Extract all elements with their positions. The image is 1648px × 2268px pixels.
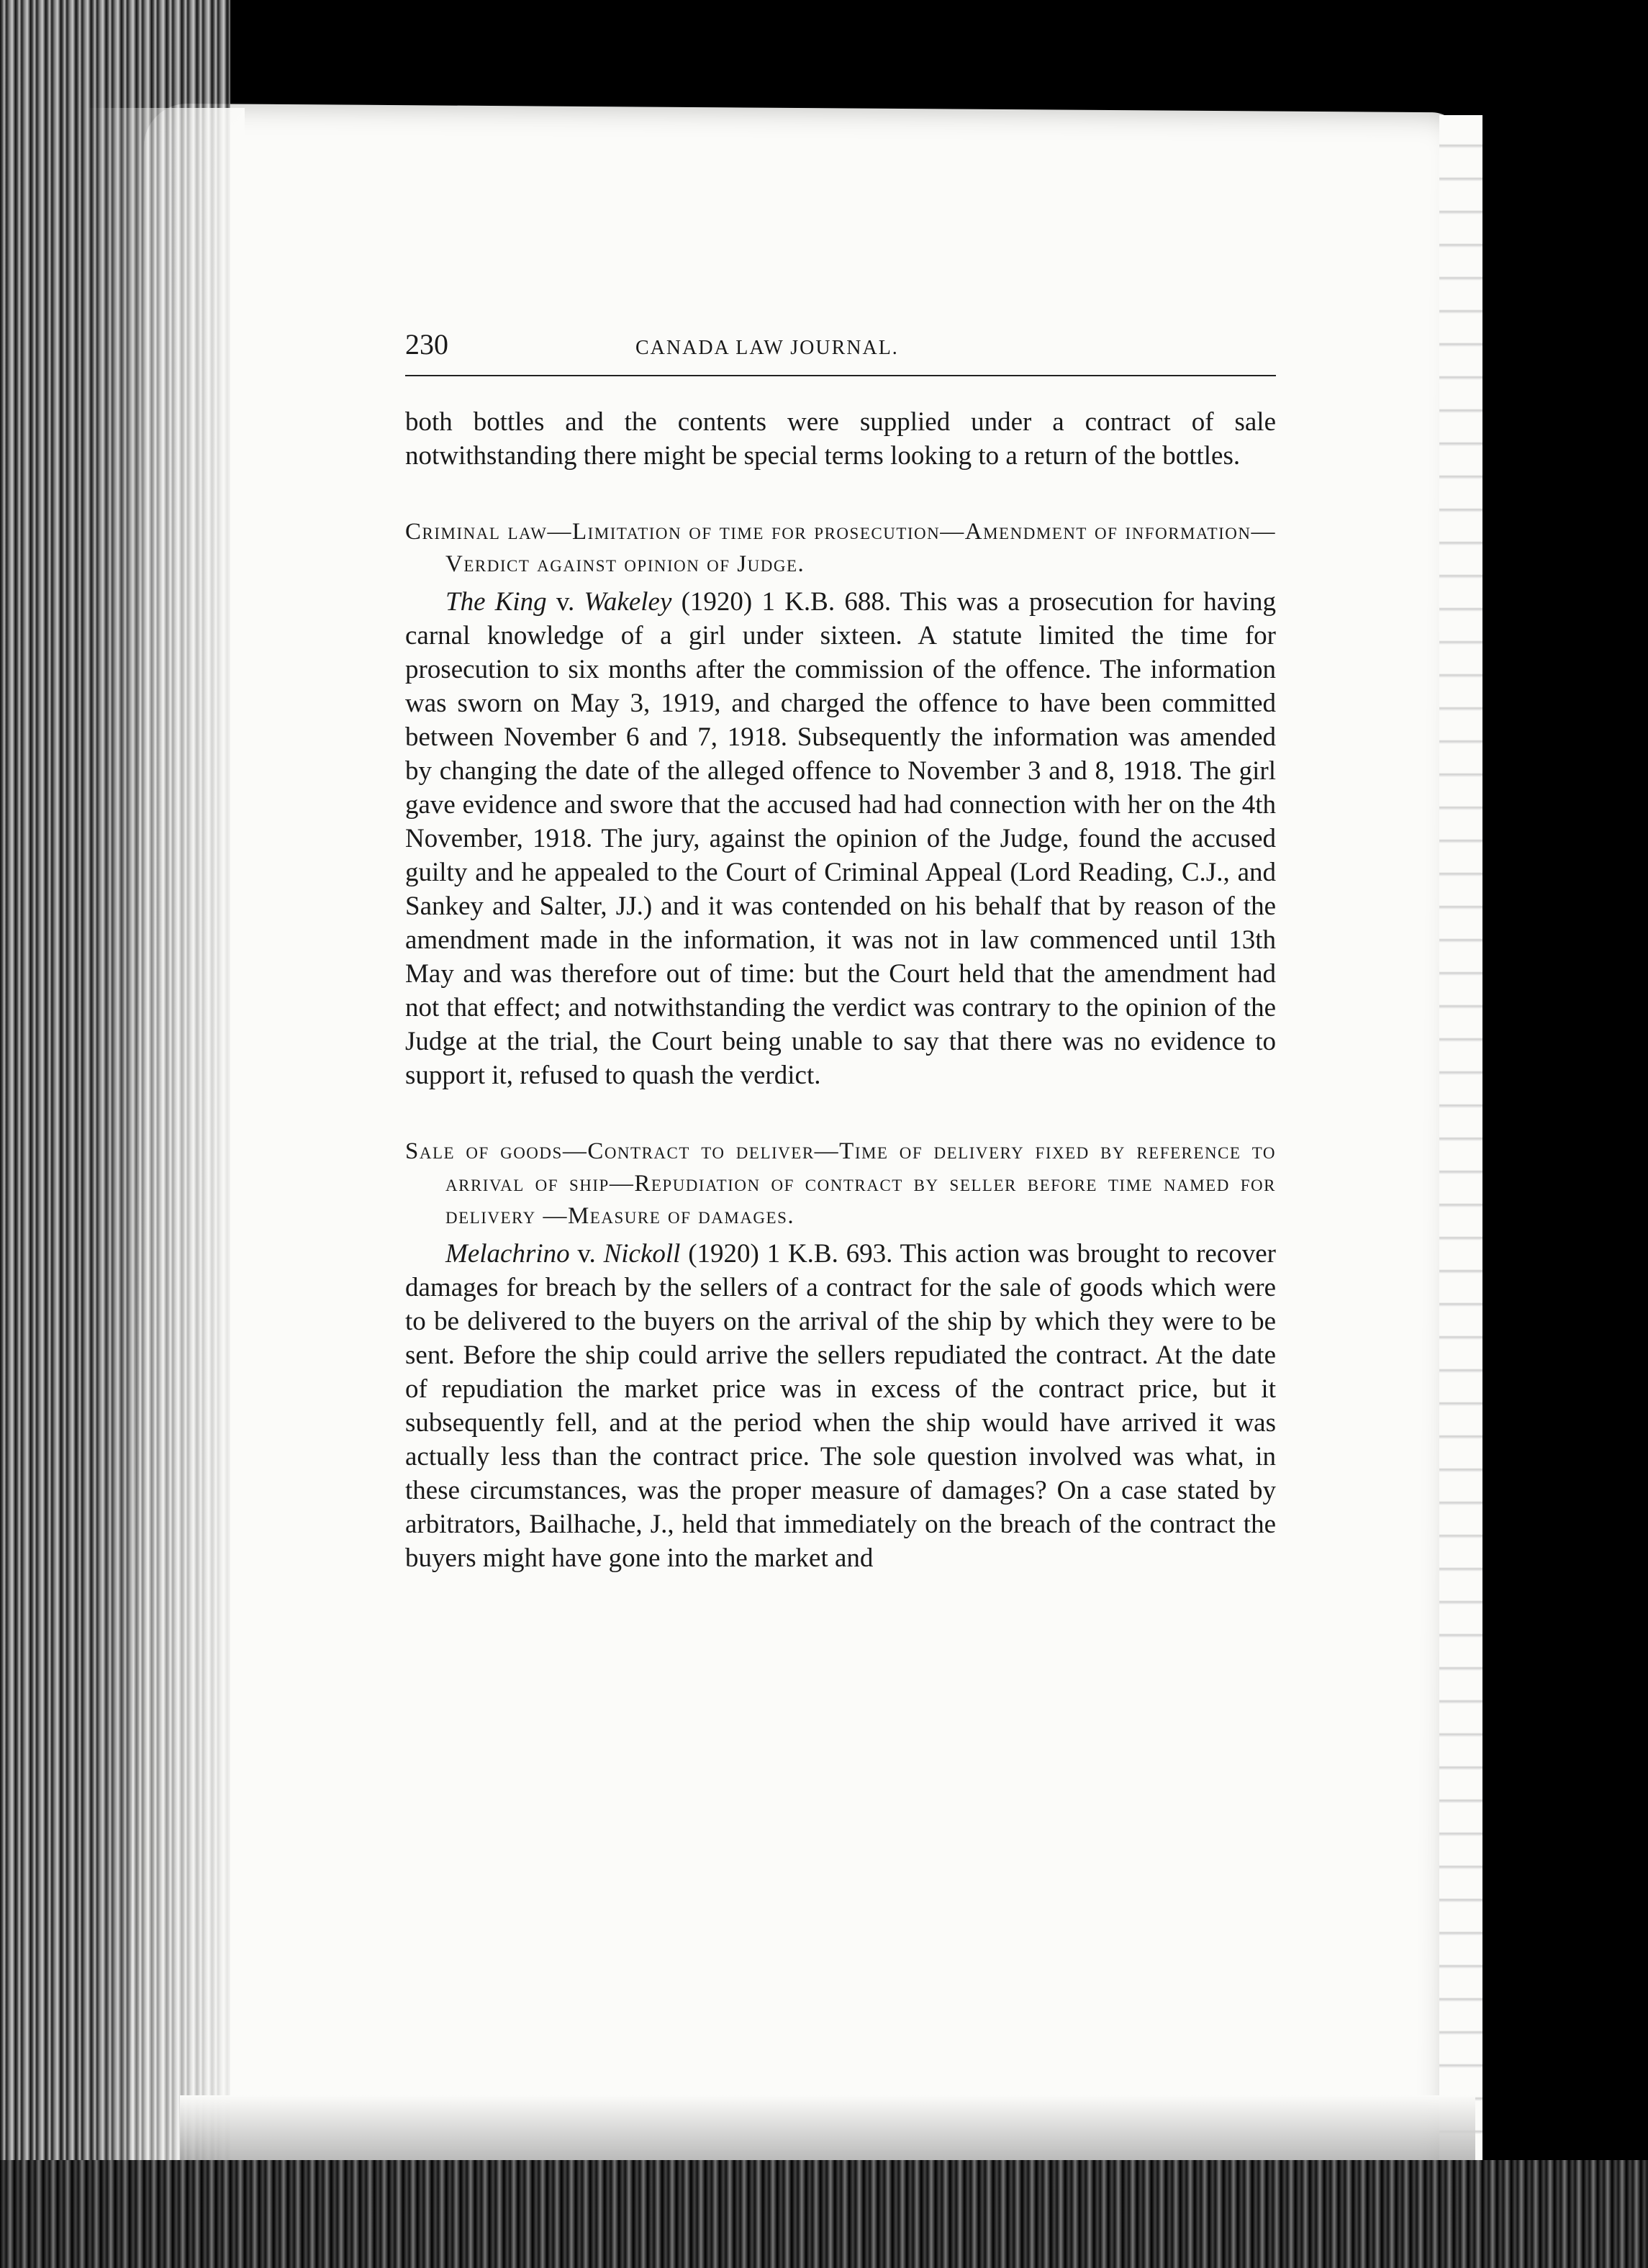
journal-title: CANADA LAW JOURNAL. xyxy=(635,337,899,359)
section-body-criminal-law xyxy=(405,585,1276,1092)
section-heading-sale-of-goods: Sale of goods—Contract to deliver—Time of delivery fixed by reference to arrival of ship—Repudiation of contract by seller before time named for delivery —Measure of damages. xyxy=(405,1138,1276,1229)
case-versus: v. xyxy=(569,1239,604,1269)
scan-right-edge xyxy=(1482,0,1648,2268)
right-margin-speckle xyxy=(1439,115,1482,2202)
page-text xyxy=(405,327,1276,1575)
left-edge-fade xyxy=(86,108,245,2216)
case-text: (1920) 1 K.B. 688. This was a prosecution for having carnal knowledge of a girl under sixteen. A statute limited the time for prosecution to six months after the commission of the offence. The information was sworn on May 3, 1919, and charged the offence to have been committed between November 6 and 7, 1918. Subsequently the information was amended by changing the date of the alleged offence to November 3 and 8, 1918. The girl gave evidence and swore that the accused had had connection with her on the 4th November, 1918. The jury, against the opinion of the Judge, found the accused guilty and he appealed to the Court of Criminal Appeal (Lord Reading, C.J., and Sankey and Salter, JJ.) and it was contended on his behalf that by reason of the amendment made in the information, it was not in law commenced until 13th May and was therefore out of time: but the Court held that the amendment had not that effect; and notwithstanding the verdict was contrary to the opinion of the Judge at the trial, the Court being unable to say that there was no evidence to support it, refused to quash the verdict. xyxy=(405,587,1276,1090)
page-number: 230 xyxy=(405,328,448,360)
case-versus: v. xyxy=(546,587,584,617)
running-head xyxy=(405,327,1276,376)
scan-top-edge xyxy=(0,0,1648,108)
case-defendant: Wakeley xyxy=(584,587,672,617)
case-plaintiff: Melachrino xyxy=(445,1239,570,1269)
page-stack-bottom-edge xyxy=(0,2160,1648,2268)
case-text: (1920) 1 K.B. 693. This action was brought to recover damages for breach by the sellers of a contract for the sale of goods which were to be delivered to the buyers on the arrival of the ship by which they were to be sent. Before the ship could arrive the sellers repudiated the contract. At the date of repudiation the market price was in excess of the contract price, but it subsequently fell, and at the period when the ship would have arrived it was actually less than the contract price. The sole question involved was what, in these circumstances, was the proper measure of damages? On a case stated by arbitrators, Bailhache, J., held that immediately on the breach of the contract the buyers might have gone into the market and xyxy=(405,1239,1276,1573)
opening-paragraph: both bottles and the contents were supplied under a contract of sale notwithstanding there might be special terms looking to a return of the bottles. xyxy=(405,407,1276,471)
bottom-shadow xyxy=(180,2095,1475,2160)
section-body-sale-of-goods xyxy=(405,1237,1276,1575)
case-plaintiff: The King xyxy=(445,587,547,617)
case-defendant: Nickoll xyxy=(603,1239,681,1269)
section-heading-criminal-law: Criminal law—Limitation of time for prosecution—Amendment of information—Verdict against opinion of Judge. xyxy=(405,519,1276,577)
